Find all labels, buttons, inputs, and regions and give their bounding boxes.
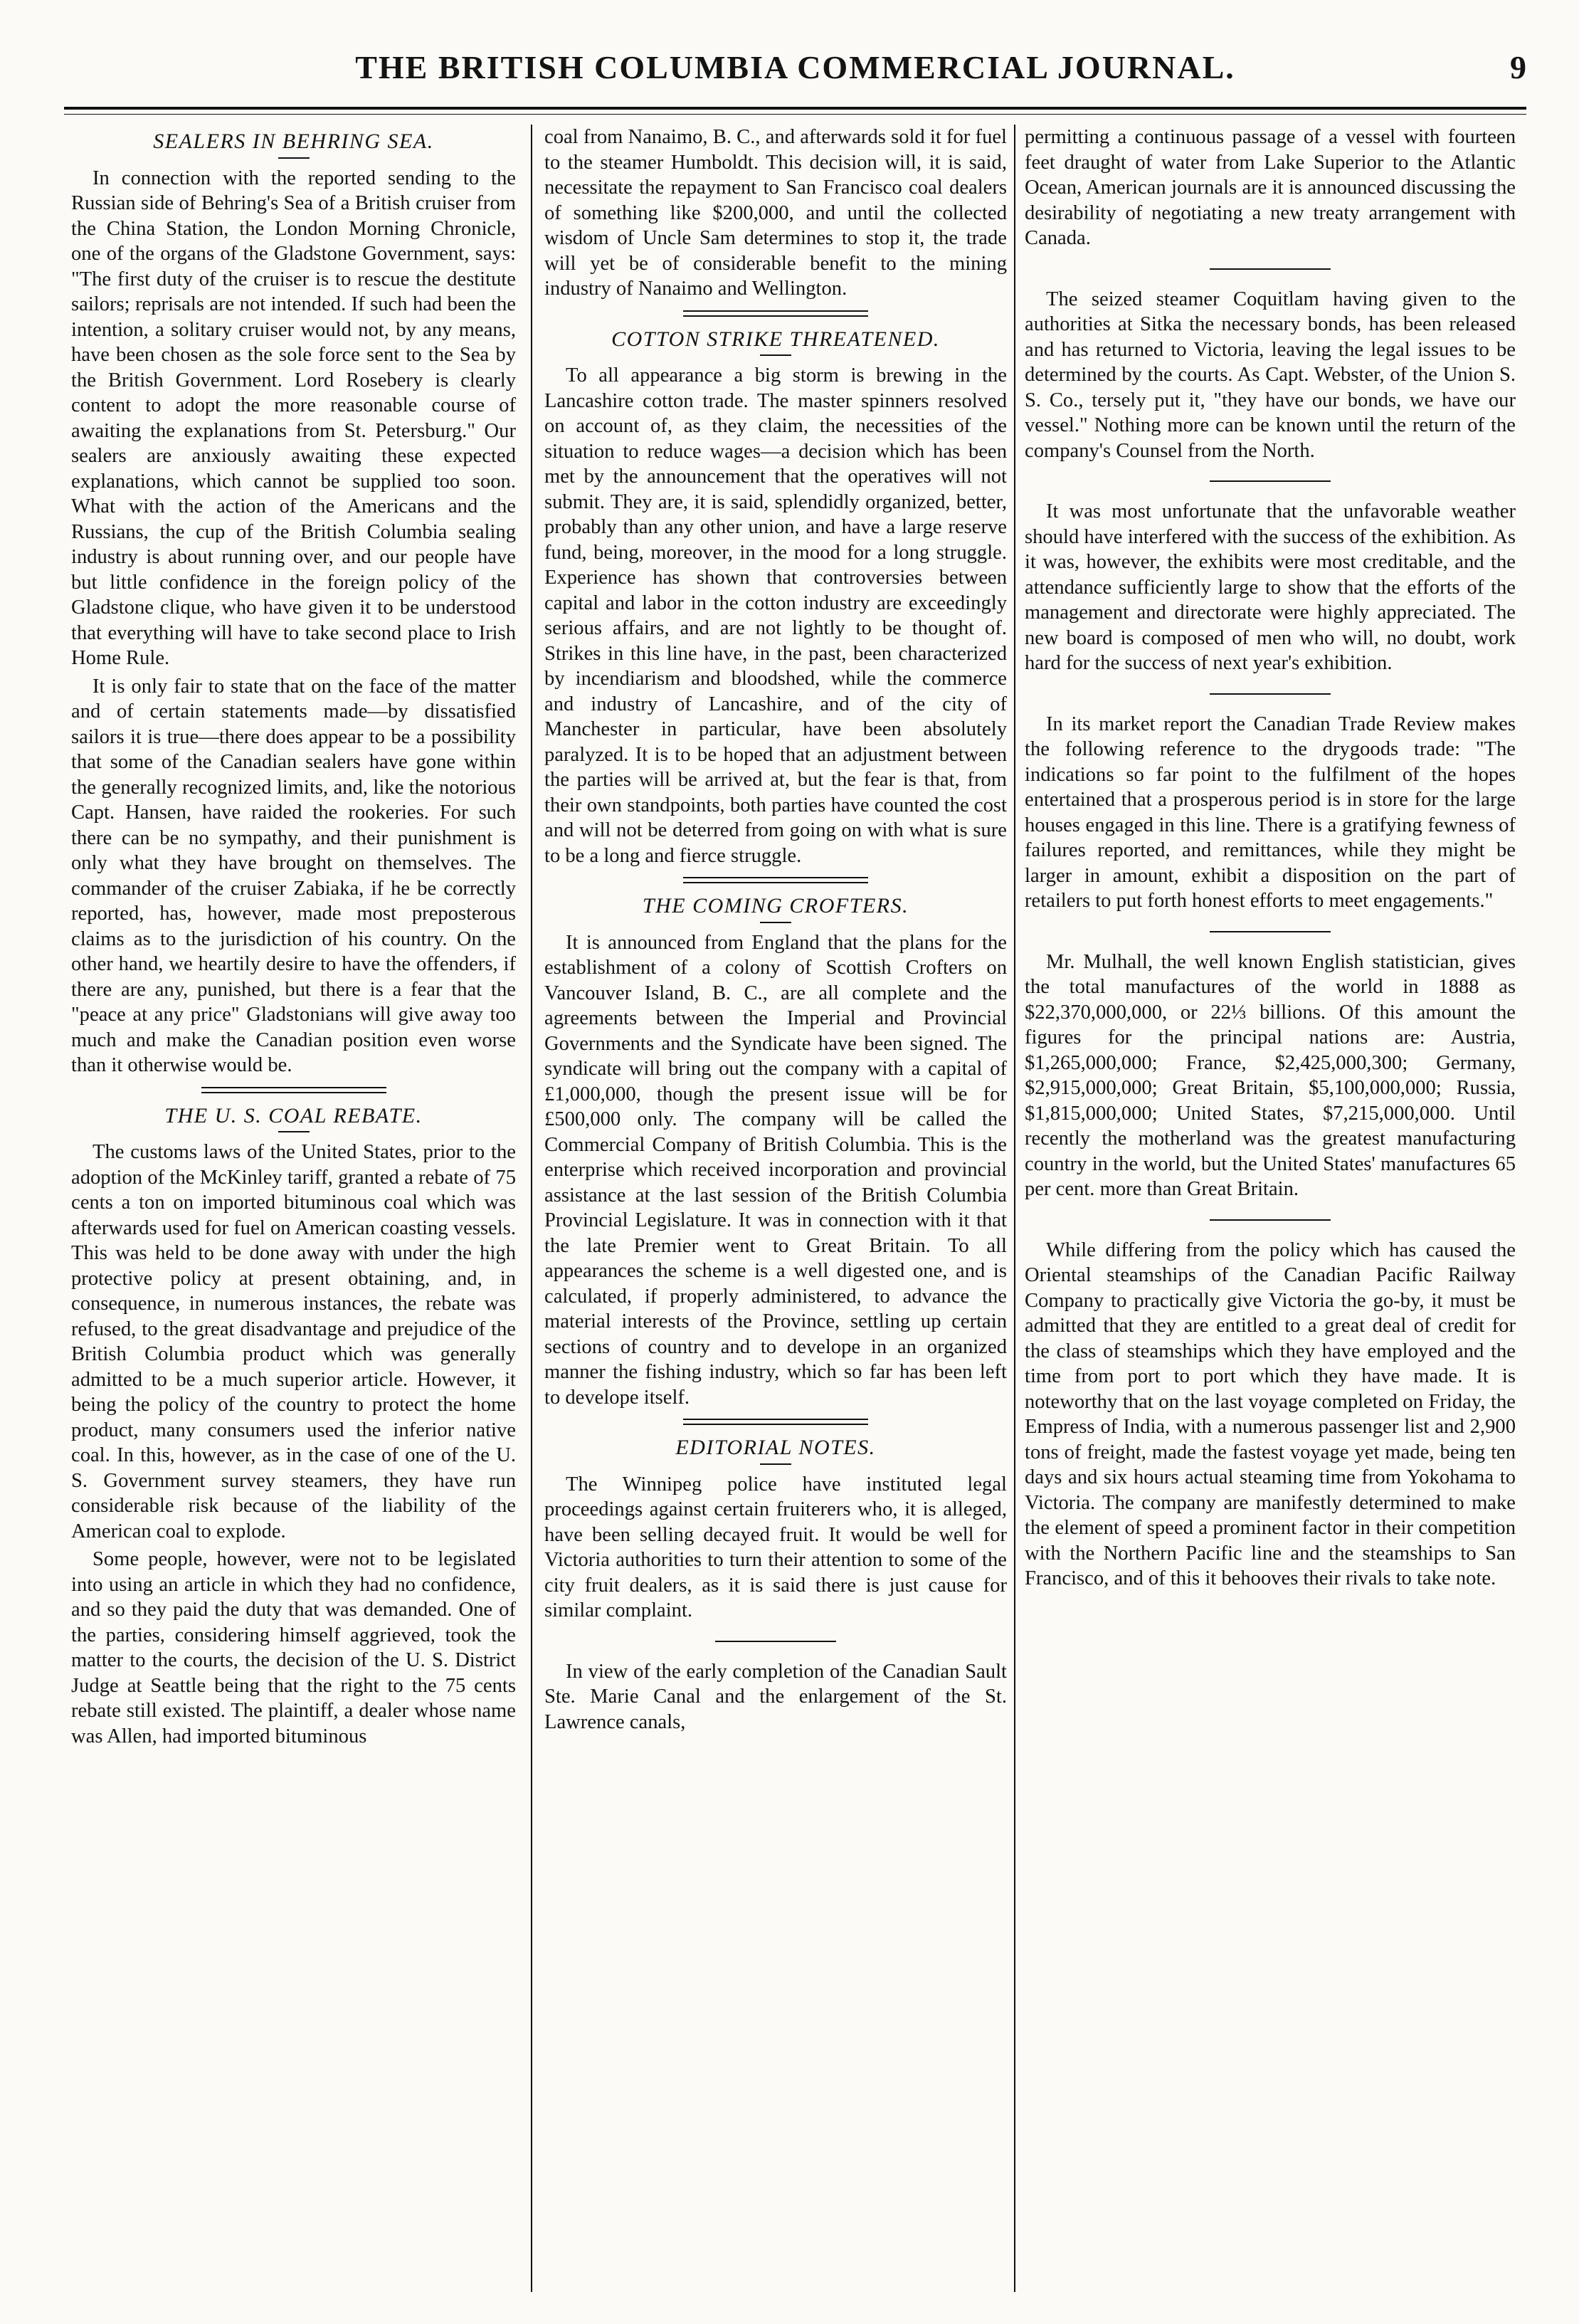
heading-coal-rebate: THE U. S. COAL REBATE. bbox=[164, 1103, 423, 1127]
column-1 bbox=[71, 125, 516, 2296]
note-separator bbox=[1210, 480, 1331, 482]
article-separator bbox=[683, 877, 868, 883]
masthead-rule bbox=[64, 107, 1526, 110]
masthead bbox=[64, 43, 1526, 93]
heading-dash bbox=[760, 1463, 791, 1465]
note-separator bbox=[715, 1641, 836, 1642]
article-paragraph: It is only fair to state that on the face of the matter and of certain statements made—by dissatisfied sailors it is true—there does appear to be a possibility that some of the Canadian sealers have gone within the generally recognized limits, and, like the notorious Capt. Hansen, have raided the rookeries. For such there can be no sympathy, and their punishment is only what they have brought on themselves. The commander of the cruiser Zabiaka, if he be correctly reported, has, however, made most preposterous claims as to the jurisdiction of his country. On the other hand, we heartily desire to have the offenders, if there are any, punished, but there is a fear that the "peace at any price" Gladstonians will give away too much and make the Canadian position even worse than it otherwise would be. bbox=[71, 675, 516, 1076]
column-divider-2 bbox=[1014, 125, 1015, 2292]
article-paragraph: Some people, however, were not to be legislated into using an article in which they had no confidence, and so they paid the duty that was demanded. One of the parties, considering himself aggrieved, took the matter to the courts, the decision of the U. S. District Judge at Seattle being that the right to the 75 cents rebate still existed. The plaintiff, a dealer whose name was Allen, had imported bituminous bbox=[71, 1548, 516, 1747]
article-paragraph: It was most unfortunate that the unfavorable weather should have interfered with the success of the exhibition. As it was, however, the exhibits were most creditable, and the attendance sufficiently large to show that the efforts of the management and directorate were highly appreciated. The new board is composed of men who will, no doubt, work hard for the success of next year's exhibition. bbox=[1025, 500, 1516, 674]
article-paragraph: coal from Nanaimo, B. C., and afterwards sold it for fuel to the steamer Humboldt. This decision will, it is said, necessitate the repayment to San Francisco coal dealers of something like $200,000, and until the collected wisdom of Uncle Sam determines to stop it, the trade will yet be of considerable benefit to the mining industry of Nanaimo and Wellington. bbox=[544, 126, 1007, 300]
article-separator bbox=[201, 1087, 386, 1093]
article-paragraph: The seized steamer Coquitlam having given to the authorities at Sitka the necessary bonds, has been released and has returned to Victoria, leaving the legal issues to be determined by the courts. As Capt. Webster, of the Union S. S. Co., tersely put it, "they have our bonds, we have our vessel." Nothing more can be known until the return of the company's Counsel from the North. bbox=[1025, 288, 1516, 462]
note-separator bbox=[1210, 693, 1331, 695]
heading-cotton-strike: COTTON STRIKE THREATENED. bbox=[611, 327, 940, 351]
heading-dash bbox=[278, 157, 310, 159]
article-paragraph: Mr. Mulhall, the well known English statistician, gives the total manufactures of the world in 1888 as $22,370,000,000, or 22⅓ billions. Of this amount the figures for the principal nations are: Austria, $1,265,000,000; France, $2,425,000,300; Germany, $2,915,000,000; Great Britain, $5,100,000,000; Russia, $1,815,000,000; United States, $7,215,000,000. Until recently the motherland was the greatest manufacturing country in the world, but the United States' manufactures 65 per cent. more than Great Britain. bbox=[1025, 950, 1516, 1200]
heading-dash bbox=[278, 1131, 310, 1132]
note-separator bbox=[1210, 931, 1331, 932]
article-paragraph: The customs laws of the United States, prior to the adoption of the McKinley tariff, granted a rebate of 75 cents a ton on imported bituminous coal which was afterwards used for fuel on American coasting vessels. This was held to be done away with under the high protective policy at present obtaining, and, in consequence, in numerous instances, the rebate was refused, to the great disadvantage and prejudice of the British Columbia product which was generally admitted to be a much superior article. However, it being the policy of the country to protect the home product, many consumers used the inferior native coal. In this, however, as in the case of one of the U. S. Government survey steamers, they have run considerable risk because of the liability of the American coal to explode. bbox=[71, 1141, 516, 1542]
note-separator bbox=[1210, 268, 1331, 270]
heading-dash bbox=[760, 922, 791, 923]
note-separator bbox=[1210, 1219, 1331, 1221]
article-separator bbox=[683, 310, 868, 317]
column-3 bbox=[1025, 125, 1516, 2296]
article-paragraph: To all appearance a big storm is brewing in the Lancashire cotton trade. The master spinners resolved on account of, as they claim, the necessities of the situation to reduce wages—a decision which has been met by the announcement that the operatives will not submit. They are, it is said, splendidly organized, better, probably than any other union, and have a large reserve fund, being, moreover, in the mood for a long struggle. Experience has shown that controversies between capital and labor in the cotton industry are exceedingly serious affairs, and are not lightly to be thought of. Strikes in this line have, in the past, been characterized by incendiarism and bloodshed, while the commerce and industry of Lancashire, and of the city of Manchester in particular, have been absolutely paralyzed. It is to be hoped that an adjustment between the parties will be arrived at, but the fear is that, from their own standpoints, both parties have counted the cost and will not be deterred from going on with what is sure to be a long and fierce struggle. bbox=[544, 364, 1007, 867]
heading-coming-crofters: THE COMING CROFTERS. bbox=[642, 894, 909, 917]
article-paragraph: While differing from the policy which has caused the Oriental steamships of the Canadian Pacific Railway Company to practically give Victoria the go-by, it must be admitted that they are entitled to a great deal of credit for the class of steamships which they have employed and the time from port to port which they have made. It is noteworthy that on the last voyage completed on Friday, the Empress of India, with a numerous passenger list and 2,900 tons of freight, made the fastest voyage yet made, being ten days and six hours actual steaming time from Yokohama to Victoria. The company are manifestly determined to make the element of speed a prominent factor in their competition with the Northern Pacific line and the steamships to San Francisco, and of this it behooves their rivals to take note. bbox=[1025, 1239, 1516, 1589]
heading-sealers: SEALERS IN BEHRING SEA. bbox=[153, 130, 434, 153]
column-2 bbox=[544, 125, 1007, 2296]
article-separator bbox=[683, 1419, 868, 1425]
masthead-rule-thin bbox=[64, 114, 1526, 115]
journal-title: THE BRITISH COLUMBIA COMMERCIAL JOURNAL. bbox=[355, 49, 1235, 85]
page-number: 9 bbox=[1510, 49, 1526, 85]
article-paragraph: The Winnipeg police have instituted legal proceedings against certain fruiterers who, it is alleged, have been selling decayed fruit. It would be well for Victoria authorities to turn their attention to some of the city fruit dealers, as it is said there is just cause for similar complaint. bbox=[544, 1473, 1007, 1621]
article-paragraph: It is announced from England that the plans for the establishment of a colony of Scottish Crofters on Vancouver Island, B. C., are all complete and the agreements between the Imperial and Provincial Governments and the Syndicate have been signed. The syndicate will bring out the company with a capital of £1,000,000, though the present issue will be for £500,000 only. The company will be called the Commercial Company of British Columbia. This is the enterprise which received incorporation and provincial assistance at the last session of the British Columbia Provincial Legislature. It was in connection with it that the late Premier went to Great Britain. To all appearances the scheme is a well digested one, and is calculated, if properly administered, to advance the material interests of the Province, settling up certain sections of country and to develope in an organized manner the fishing industry, which so far has been left to develope itself. bbox=[544, 931, 1007, 1409]
article-paragraph: In connection with the reported sending to the Russian side of Behring's Sea of a British cruiser from the China Station, the London Morning Chronicle, one of the organs of the Gladstone Government, says: "The first duty of the cruiser is to rescue the destitute sailors; reprisals are not intended. If such had been the intention, a solitary cruiser would not, by any means, have been chosen as the sole force sent to the Sea by the British Government. Lord Rosebery is clearly content to adopt the more reasonable course of awaiting the explanations from St. Petersburg." Our sealers are anxiously awaiting these expected explanations, which cannot be supplied too soon. What with the action of the Americans and the Russians, the cup of the British Columbia sealing industry is about running over, and our people have but little confidence in the foreign policy of the Gladstone clique, who have given it to be understood that everything will have to take second place to Irish Home Rule. bbox=[71, 167, 516, 669]
column-divider-1 bbox=[531, 125, 532, 2292]
article-paragraph: In its market report the Canadian Trade Review makes the following reference to the drygoods trade: "The indications so far point to the fulfilment of the hopes entertained that a prosperous period is in store for the large houses engaged in this line. There is a gratifying fewness of failures reported, and remittances, while they might be larger in amount, exhibit a disposition on the part of retailers to put forth honest efforts to meet engagements." bbox=[1025, 713, 1516, 912]
heading-editorial-notes: EDITORIAL NOTES. bbox=[675, 1436, 876, 1459]
article-paragraph: permitting a continuous passage of a vessel with fourteen feet draught of water from Lake Superior to the Atlantic Ocean, American journals are it is announced discussing the desirability of negotiating a new treaty arrangement with Canada. bbox=[1025, 126, 1516, 249]
heading-dash bbox=[760, 354, 791, 356]
article-paragraph: In view of the early completion of the Canadian Sault Ste. Marie Canal and the enlargement of the St. Lawrence canals, bbox=[544, 1660, 1007, 1733]
